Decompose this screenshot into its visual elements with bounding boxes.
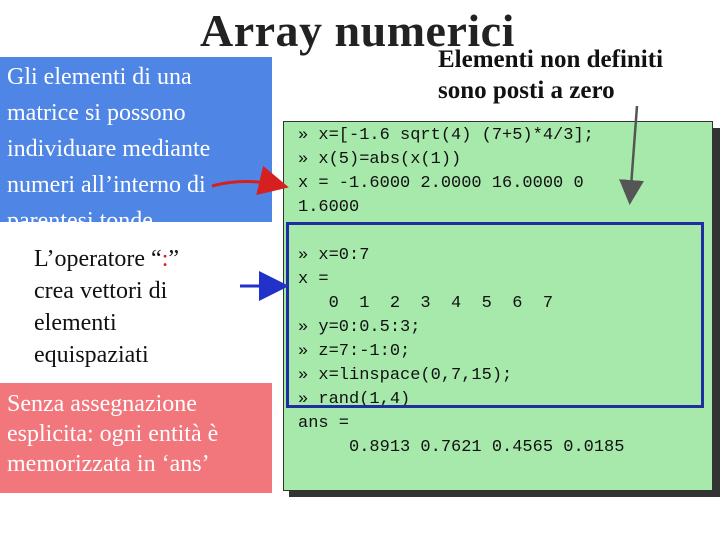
zero-fill-note: Elementi non definiti sono posti a zero [438,46,664,104]
zero-note-arrow [630,106,637,200]
indexing-callout-text: Gli elementi di una matrice si possono individuare mediante numeri all’interno di parentesi tonde [7,64,211,234]
colon-symbol: : [161,246,169,272]
index-arrow [212,182,283,187]
ans-callout-text: Senza assegnazione esplicita: ogni entità è memorizzata in ‘ans’ [7,391,219,477]
operator-line-close: ” [168,246,180,272]
operator-rest: crea vettori di elementi equispaziati [34,278,168,368]
code-block-indexing: » x=[-1.6 sqrt(4) (7+5)*4/3]; » x(5)=abs(x(1)) x = -1.6000 2.0000 16.0000 0 1.6000 [298,126,594,217]
operator-line-open: L’operatore “ [34,246,162,272]
code-block-colon: » x=0:7 x = 0 1 2 3 4 5 6 7 » y=0:0.5:3; » z=7:-1:0; » x=linspace(0,7,15); » rand(1,4) ans = 0.8913 0.7621 0.4565 0.0185 [298,246,625,457]
slide-title: Array numerici [200,5,515,56]
